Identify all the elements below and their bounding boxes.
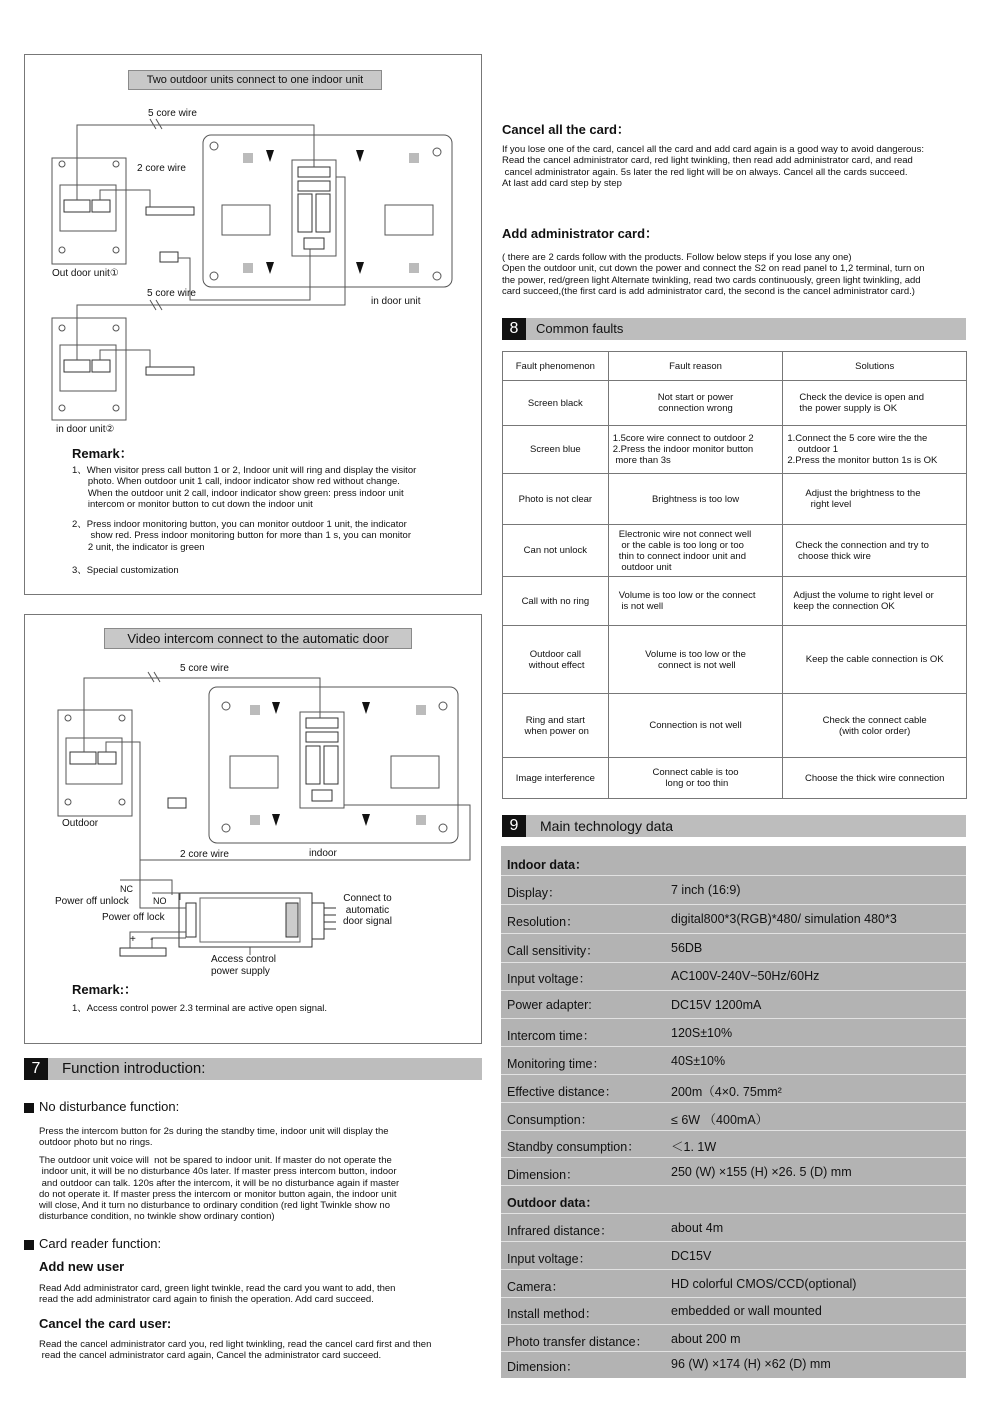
label-unit2: in door unit② — [56, 424, 115, 435]
tech-divider — [501, 1185, 966, 1186]
card-reader-title: Card reader function: — [39, 1236, 162, 1251]
table-row — [503, 626, 967, 694]
tech-divider — [501, 1130, 966, 1131]
cancel-user-p: Read the cancel administrator card you, red light twinkling, read the cancel card first and then read the cancel administrator card again, Cancel the administrator card succeed. — [39, 1339, 432, 1362]
label-power-off-lock: Power off lock — [102, 912, 165, 923]
no-disturb-title: No disturbance function: — [39, 1099, 180, 1114]
label-5core-top: 5 core wire — [148, 108, 197, 119]
tech-key: Install method： — [507, 1307, 598, 1321]
tech-value: 120S±10% — [671, 1026, 733, 1040]
cancel-all-text: If you lose one of the card, cancel all the card and add card again is a good way to avoid dangerous: Read the cancel administrator card, red light twinkling, then read add administrator card, and read cancel administrator again. 5s later the red light will be on always. Cancel all the cards succeed. At last add card step by step — [502, 144, 924, 189]
fault-reason: Connection is not well — [608, 694, 783, 758]
tech-key: Monitoring time： — [507, 1057, 605, 1071]
fault-solution: Adjust the volume to right level or keep the connection OK — [783, 577, 967, 626]
fault-solution: Adjust the brightness to the right level — [783, 474, 967, 525]
tech-key: Camera： — [507, 1280, 564, 1294]
no-disturb-p2: The outdoor unit voice will not be spared to indoor unit. If master do not operate the indoor unit, it will be no disturbance 40s later. If master press intercom button, indoor and outdoor can talk. 120s after the intercom, it will be no disturbance again if master do not operate it. If master press the intercom or monitor button again, the indoor unit will close, And it turn no disturbance to ordinary condition (red light Twinkle show no disturbance condition, no twinkle show ordinary contion) — [39, 1155, 400, 1223]
faults-header-cell: Fault phenomenon — [503, 352, 609, 381]
indoor-data-label: Indoor data： — [507, 858, 588, 872]
tech-divider — [501, 1046, 966, 1047]
tech-value: embedded or wall mounted — [671, 1304, 822, 1318]
tech-divider — [501, 1157, 966, 1158]
diagram2-title: Video intercom connect to the automatic door — [104, 628, 412, 649]
tech-value: 250 (W) ×155 (H) ×26. 5 (D) mm — [671, 1165, 852, 1179]
fault-reason: Volume is too low or the connect is not well — [608, 626, 783, 694]
cancel-user-title: Cancel the card user: — [39, 1316, 172, 1331]
label-power-off-unlock: Power off unlock — [55, 896, 129, 907]
table-row — [503, 381, 967, 426]
add-user-title: Add new user — [39, 1259, 125, 1274]
label-d2-indoor: indoor — [309, 848, 337, 859]
tech-divider — [501, 1351, 966, 1352]
tech-divider — [501, 990, 966, 991]
table-row — [503, 694, 967, 758]
section8-number: 8 — [502, 318, 526, 340]
label-2core: 2 core wire — [137, 163, 186, 174]
label-d2-2core: 2 core wire — [180, 849, 229, 860]
add-admin-text: ( there are 2 cards follow with the products. Follow below steps if you lose any one) Open the outdoor unit, cut down the power and connect the S2 on read panel to 1,2 terminal, turn on the power, red/green light Alternate twinkling, read two cards continuously, green light twinkling, add card succeed,(the first card is add administrator card, the second is the cancel administrator card.) — [502, 252, 925, 297]
label-minus: - — [150, 934, 154, 945]
label-access-supply: Access control power supply — [211, 954, 277, 977]
label-nc: NC — [120, 884, 133, 894]
tech-key: Resolution： — [507, 915, 579, 929]
tech-value: digital800*3(RGB)*480/ simulation 480*3 — [671, 912, 897, 926]
diagram1-remark-1: 1、When visitor press call button 1 or 2, Indoor unit will ring and display the visitor photo. When outdoor unit 1 call, indoor indicator show red without change. When the outdoor unit 2 call, indoor indicator show green: press indoor unit intercom or monitor button to cut down the indoor unit — [72, 465, 417, 510]
fault-reason: Not start or power connection wrong — [608, 381, 783, 426]
fault-solution: Keep the cable connection is OK — [783, 626, 967, 694]
label-plus: + — [130, 934, 136, 945]
tech-key: Dimension： — [507, 1360, 579, 1374]
tech-value: about 4m — [671, 1221, 724, 1235]
tech-value: ＜1. 1W — [671, 1140, 717, 1154]
card-reader-bullet-icon — [24, 1240, 34, 1250]
tech-value: 7 inch (16:9) — [671, 883, 741, 897]
label-d2-outdoor: Outdoor — [62, 818, 99, 829]
fault-phenomenon: Photo is not clear — [503, 474, 609, 525]
tech-value: 56DB — [671, 941, 703, 955]
tech-divider — [501, 1102, 966, 1103]
diagram1-remark-2: 2、Press indoor monitoring button, you can monitor outdoor 1 unit, the indicator show red. Press indoor monitoring button for more than 1 s, you can monitor 2 unit, the indicator is green — [72, 519, 411, 553]
tech-divider — [501, 1213, 966, 1214]
label-d2-5core: 5 core wire — [180, 663, 229, 674]
tech-divider — [501, 1074, 966, 1075]
tech-value: DC15V 1200mA — [671, 998, 762, 1012]
tech-divider — [501, 1297, 966, 1298]
section8-title: Common faults — [536, 321, 624, 336]
no-disturb-p1: Press the intercom button for 2s during the standby time, indoor unit will display the outdoor photo but no rings. — [39, 1126, 389, 1149]
tech-key: Infrared distance： — [507, 1224, 613, 1238]
tech-divider — [501, 933, 966, 934]
no-disturb-bullet-icon — [24, 1103, 34, 1113]
fault-solution: Check the connect cable (with color order) — [783, 694, 967, 758]
tech-value: 40S±10% — [671, 1054, 726, 1068]
tech-value: about 200 m — [671, 1332, 741, 1346]
fault-phenomenon: Ring and start when power on — [503, 694, 609, 758]
tech-divider — [501, 1324, 966, 1325]
section9-header — [502, 815, 966, 837]
tech-value: DC15V — [671, 1249, 712, 1263]
section7-number: 7 — [24, 1058, 48, 1080]
tech-key: Standby consumption： — [507, 1140, 640, 1154]
tech-key: Input voltage： — [507, 972, 592, 986]
faults-table — [502, 351, 967, 799]
tech-divider — [501, 875, 966, 876]
tech-key: Intercom time： — [507, 1029, 596, 1043]
tech-divider — [501, 1269, 966, 1270]
label-5core-bottom: 5 core wire — [147, 288, 196, 299]
fault-solution: Check the connection and try to choose thick wire — [783, 525, 967, 577]
fault-solution: Choose the thick wire connection — [783, 758, 967, 799]
fault-reason: 1.5core wire connect to outdoor 2 2.Press the indoor monitor button more than 3s — [608, 426, 783, 474]
tech-key: Power adapter: — [507, 998, 592, 1012]
fault-phenomenon: Screen black — [503, 381, 609, 426]
table-row — [503, 525, 967, 577]
tech-value: HD colorful CMOS/CCD(optional) — [671, 1277, 857, 1291]
tech-key: Input voltage： — [507, 1252, 592, 1266]
tech-value: 200m（4×0. 75mm² — [671, 1085, 782, 1099]
table-row — [503, 474, 967, 525]
fault-reason: Volume is too low or the connect is not well — [608, 577, 783, 626]
fault-phenomenon: Outdoor call without effect — [503, 626, 609, 694]
fault-phenomenon: Image interference — [503, 758, 609, 799]
tech-divider — [501, 1241, 966, 1242]
fault-reason: Connect cable is too long or too thin — [608, 758, 783, 799]
tech-key: Effective distance： — [507, 1085, 618, 1099]
fault-reason: Brightness is too low — [608, 474, 783, 525]
fault-solution: 1.Connect the 5 core wire the the outdoor 1 2.Press the monitor button 1s is OK — [783, 426, 967, 474]
tech-key: Photo transfer distance： — [507, 1335, 649, 1349]
fault-solution: Check the device is open and the power supply is OK — [783, 381, 967, 426]
tech-value: AC100V-240V~50Hz/60Hz — [671, 969, 820, 983]
label-no: NO — [153, 896, 167, 906]
tech-key: Consumption： — [507, 1113, 594, 1127]
tech-key: Display： — [507, 886, 561, 900]
tech-divider — [501, 904, 966, 905]
faults-header-cell: Solutions — [783, 352, 967, 381]
section9-title: Main technology data — [540, 818, 674, 834]
table-row — [503, 577, 967, 626]
section8-header — [502, 318, 966, 340]
fault-reason: Electronic wire not connect well or the cable is too long or too thin to connect indoor unit and outdoor unit — [608, 525, 783, 577]
table-row — [503, 426, 967, 474]
add-user-p: Read Add administrator card, green light twinkle, read the card you want to add, then read the add administrator card again to finish the operation. Add card succeed. — [39, 1283, 396, 1306]
table-row — [503, 758, 967, 799]
diagram1-remark-3: 3、Special customization — [72, 565, 179, 576]
tech-data-panel — [501, 846, 966, 1378]
faults-header-cell: Fault reason — [608, 352, 783, 381]
diagram1-remark-title: Remark： — [72, 446, 133, 461]
diagram2-remark-title: Remark:： — [72, 982, 138, 997]
label-indoor-unit: in door unit — [371, 296, 421, 307]
faults-header-row — [503, 352, 967, 381]
tech-value: ≤ 6W （400mA） — [671, 1113, 769, 1127]
fault-phenomenon: Can not unlock — [503, 525, 609, 577]
diagram2-remark: 1、Access control power 2.3 terminal are active open signal. — [72, 1003, 328, 1014]
tech-divider — [501, 1018, 966, 1019]
tech-divider — [501, 962, 966, 963]
outdoor-data-label: Outdoor data： — [507, 1196, 598, 1210]
label-outdoor1: Out door unit① — [52, 268, 119, 279]
fault-phenomenon: Screen blue — [503, 426, 609, 474]
cancel-all-title: Cancel all the card： — [502, 122, 630, 137]
tech-key: Dimension： — [507, 1168, 579, 1182]
fault-phenomenon: Call with no ring — [503, 577, 609, 626]
tech-value: 96 (W) ×174 (H) ×62 (D) mm — [671, 1357, 831, 1371]
label-connect-to: Connect to automatic door signal — [343, 893, 392, 927]
diagram1-title: Two outdoor units connect to one indoor unit — [128, 70, 382, 90]
tech-key: Call sensitivity： — [507, 944, 599, 958]
add-admin-title: Add administrator card： — [502, 226, 659, 241]
section7-header — [24, 1058, 482, 1080]
section9-number: 9 — [502, 815, 526, 837]
section7-title: Function introduction: — [62, 1060, 206, 1077]
